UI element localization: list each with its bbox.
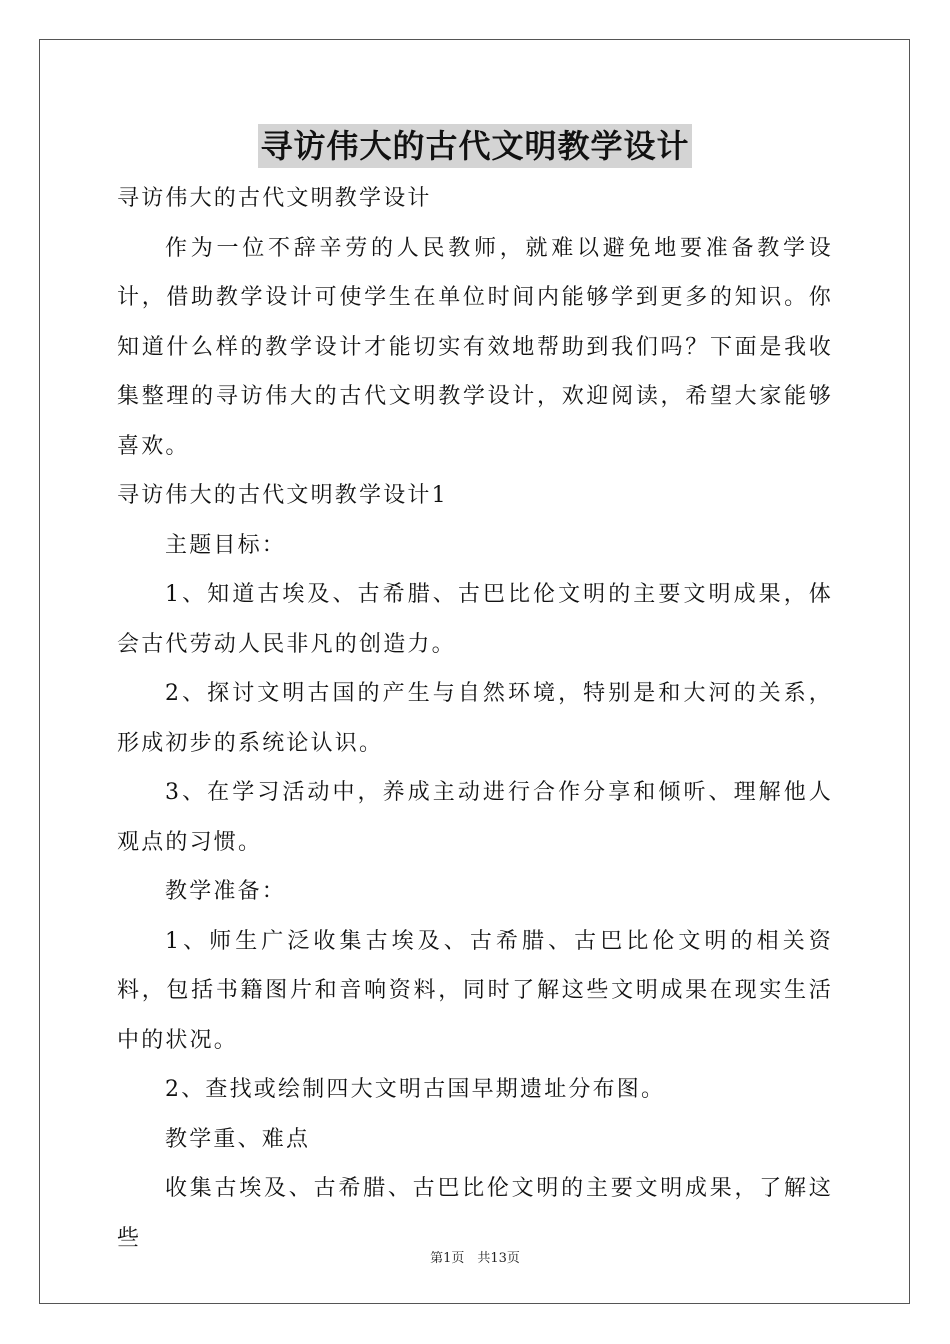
paragraph: 寻访伟大的古代文明教学设计	[117, 186, 432, 211]
page-number-footer: 第1页 共13页	[430, 1251, 520, 1266]
title-wrap	[117, 124, 833, 168]
paragraph: 作为一位不辞辛劳的人民教师，就难以避免地要准备教学设计，借助教学设计可使学生在单位时间内能够学到更多的知识。你知道什么样的教学设计才能切实有效地帮助到我们吗？下面是我收集整理的寻访伟大的古代文明教学设计，欢迎阅读，希望大家能够喜欢。	[117, 235, 833, 459]
paragraph: 2、探讨文明古国的产生与自然环境，特别是和大河的关系，形成初步的系统论认识。	[117, 681, 833, 756]
paragraph: 2、查找或绘制四大文明古国早期遗址分布图。	[165, 1077, 666, 1102]
paragraph: 3、在学习活动中，养成主动进行合作分享和倾听、理解他人观点的习惯。	[117, 780, 833, 855]
paragraph: 1、师生广泛收集古埃及、古希腊、古巴比伦文明的相关资料，包括书籍图片和音响资料，同时了解这些文明成果在现实生活中的状况。	[117, 928, 833, 1053]
paragraph: 教学重、难点	[165, 1126, 311, 1152]
document-title: 寻访伟大的古代文明教学设计	[258, 124, 691, 168]
paragraph: 1、知道古埃及、古希腊、古巴比伦文明的主要文明成果，体会古代劳动人民非凡的创造力。	[117, 582, 833, 657]
section-heading: 寻访伟大的古代文明教学设计1	[117, 483, 448, 508]
paragraph: 教学准备：	[165, 879, 287, 904]
paragraph: 收集古埃及、古希腊、古巴比伦文明的主要文明成果，了解这些	[117, 1176, 833, 1251]
document-body	[117, 124, 833, 1263]
paragraph: 主题目标：	[165, 532, 287, 558]
